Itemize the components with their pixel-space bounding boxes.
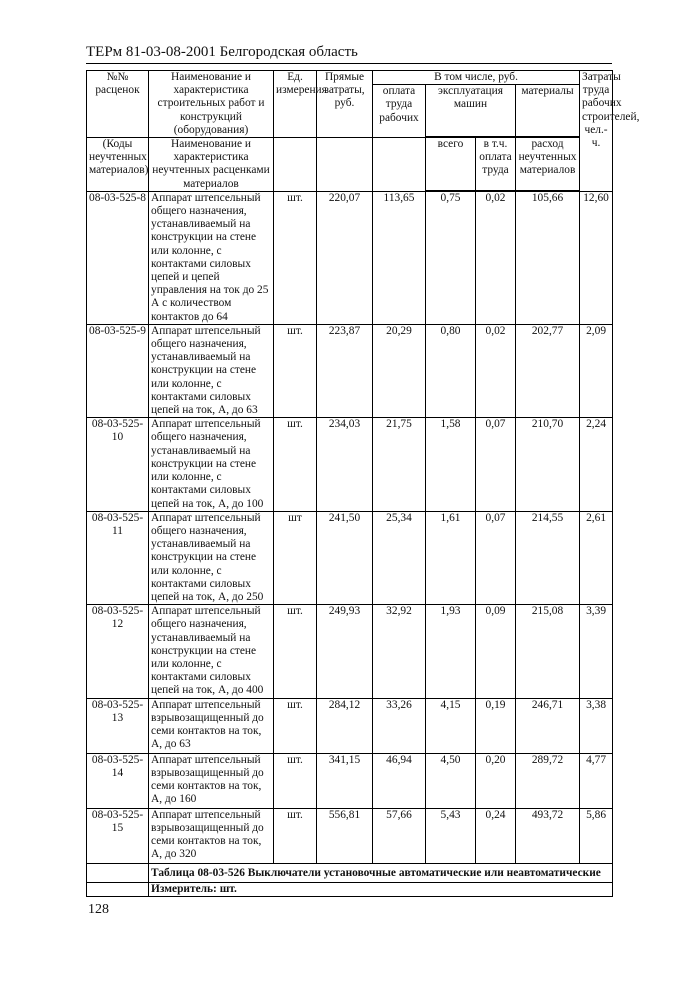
rates-table — [86, 70, 640, 897]
rate-machines-total: 4,15 — [426, 698, 476, 753]
rate-unit: шт. — [274, 753, 317, 808]
table-row — [87, 191, 613, 324]
rate-machines-total: 1,93 — [426, 605, 476, 698]
col-m-wages-header: в т.ч. оплата труда — [476, 138, 516, 191]
rate-wages: 113,65 — [373, 191, 426, 324]
col-wages-header: оплата труда рабочих — [373, 85, 426, 138]
rate-materials: 202,77 — [516, 324, 580, 417]
rate-unit: шт. — [274, 191, 317, 324]
rate-name: Аппарат штепсельный взрывозащищенный до семи контактов на ток, А, до 160 — [149, 753, 274, 808]
rate-code: 08-03-525-12 — [87, 605, 149, 698]
rate-machines-wages: 0,09 — [476, 605, 516, 698]
col-m-total-header: всего — [426, 138, 476, 191]
rate-wages: 33,26 — [373, 698, 426, 753]
rate-direct: 284,12 — [317, 698, 373, 753]
rate-direct: 556,81 — [317, 808, 373, 863]
measure-unit: Измеритель: шт. — [149, 882, 613, 896]
rate-wages: 25,34 — [373, 511, 426, 604]
rate-materials: 105,66 — [516, 191, 580, 324]
rate-materials: 493,72 — [516, 808, 580, 863]
rate-labor: 2,61 — [580, 511, 613, 604]
table-row — [87, 418, 613, 511]
rate-code: 08-03-525-11 — [87, 511, 149, 604]
rate-labor: 4,77 — [580, 753, 613, 808]
document-header — [86, 44, 612, 64]
rate-name: Аппарат штепсельный взрывозащищенный до семи контактов на ток, А, до 63 — [149, 698, 274, 753]
rate-unit: шт. — [274, 605, 317, 698]
rate-machines-wages: 0,02 — [476, 324, 516, 417]
rate-machines-total: 4,50 — [426, 753, 476, 808]
rate-wages: 46,94 — [373, 753, 426, 808]
rate-unit: шт. — [274, 698, 317, 753]
rate-wages: 20,29 — [373, 324, 426, 417]
col-name2-header: Наименование и характеристика неучтенных расценками материалов — [149, 138, 274, 192]
col-incl-header: В том числе, руб. — [373, 71, 580, 85]
rate-materials: 246,71 — [516, 698, 580, 753]
rate-labor: 2,24 — [580, 418, 613, 511]
rate-machines-total: 1,58 — [426, 418, 476, 511]
col-code-header: №№ расценок — [87, 71, 149, 138]
rate-machines-total: 1,61 — [426, 511, 476, 604]
empty-cell — [87, 863, 149, 882]
next-table-title: Таблица 08-03-526 Выключатели установочные автоматические или неавтоматические — [149, 863, 613, 882]
table-row — [87, 808, 613, 863]
rate-name: Аппарат штепсельный общего назначения, устанавливаемый на конструкции на стене или колонне, с контактами силовых цепей на ток, А, до 400 — [149, 605, 274, 698]
document-title: ТЕРм 81-03-08-2001 Белгородская область — [86, 44, 358, 60]
table-row — [87, 698, 613, 753]
table-row — [87, 324, 613, 417]
col-machines-header: эксплуатация машин — [426, 85, 516, 136]
col-materials-header: материалы — [516, 85, 580, 136]
rate-code: 08-03-525-10 — [87, 418, 149, 511]
rate-direct: 241,50 — [317, 511, 373, 604]
rate-wages: 57,66 — [373, 808, 426, 863]
table-row — [87, 753, 613, 808]
rate-unit: шт. — [274, 418, 317, 511]
rate-labor: 12,60 — [580, 191, 613, 324]
rate-wages: 21,75 — [373, 418, 426, 511]
col-mat-uncounted-header: расход неучтенных материалов — [516, 138, 580, 191]
table-row — [87, 605, 613, 698]
rate-materials: 214,55 — [516, 511, 580, 604]
measure-row — [87, 882, 613, 896]
rate-unit: шт — [274, 511, 317, 604]
rate-unit: шт. — [274, 808, 317, 863]
rate-name: Аппарат штепсельный общего назначения, устанавливаемый на конструкции на стене или колонне, с контактами силовых цепей на ток, А, до 100 — [149, 418, 274, 511]
rate-direct: 234,03 — [317, 418, 373, 511]
rate-code: 08-03-525-8 — [87, 191, 149, 324]
table-row — [87, 511, 613, 604]
rate-labor: 2,09 — [580, 324, 613, 417]
rate-machines-total: 0,75 — [426, 191, 476, 324]
rate-labor: 5,86 — [580, 808, 613, 863]
rate-name: Аппарат штепсельный общего назначения, устанавливаемый на конструкции на стене или колонне, с контактами силовых цепей и цепей управления на ток до 25 А с количеством контактов до 64 — [149, 191, 274, 324]
rate-materials: 215,08 — [516, 605, 580, 698]
header-row-4 — [87, 138, 613, 191]
col-name-header: Наименование и характеристика строительных работ и конструкций (оборудования) — [149, 71, 274, 138]
col-unit-header: Ед. измерения — [274, 71, 317, 138]
rate-wages: 32,92 — [373, 605, 426, 698]
rate-name: Аппарат штепсельный общего назначения, устанавливаемый на конструкции на стене или колонне, с контактами силовых цепей на ток, А, до 63 — [149, 324, 274, 417]
rate-machines-wages: 0,07 — [476, 418, 516, 511]
col-direct-header: Прямые затраты, руб. — [317, 71, 373, 138]
rate-name: Аппарат штепсельный взрывозащищенный до семи контактов на ток, А, до 320 — [149, 808, 274, 863]
empty-cell — [87, 882, 149, 896]
rate-materials: 289,72 — [516, 753, 580, 808]
col-labor-header: Затраты труда рабочих строителей, чел.-ч. — [580, 71, 613, 192]
rate-machines-total: 0,80 — [426, 324, 476, 417]
rate-machines-wages: 0,24 — [476, 808, 516, 863]
rate-code: 08-03-525-9 — [87, 324, 149, 417]
header-row-1 — [87, 71, 613, 85]
rate-machines-wages: 0,20 — [476, 753, 516, 808]
rate-code: 08-03-525-15 — [87, 808, 149, 863]
rate-materials: 210,70 — [516, 418, 580, 511]
table-title-row — [87, 863, 613, 882]
page-number: 128 — [88, 902, 109, 917]
rate-direct: 249,93 — [317, 605, 373, 698]
rate-code: 08-03-525-13 — [87, 698, 149, 753]
col-code2-header: (Коды неучтенных материалов) — [87, 138, 149, 192]
rate-direct: 223,87 — [317, 324, 373, 417]
rate-labor: 3,39 — [580, 605, 613, 698]
rate-direct: 341,15 — [317, 753, 373, 808]
rate-code: 08-03-525-14 — [87, 753, 149, 808]
rate-machines-wages: 0,02 — [476, 191, 516, 324]
rate-direct: 220,07 — [317, 191, 373, 324]
rate-machines-total: 5,43 — [426, 808, 476, 863]
rate-name: Аппарат штепсельный общего назначения, устанавливаемый на конструкции на стене или колонне, с контактами силовых цепей на ток, А, до 250 — [149, 511, 274, 604]
rate-machines-wages: 0,07 — [476, 511, 516, 604]
rate-unit: шт. — [274, 324, 317, 417]
rate-labor: 3,38 — [580, 698, 613, 753]
rate-machines-wages: 0,19 — [476, 698, 516, 753]
